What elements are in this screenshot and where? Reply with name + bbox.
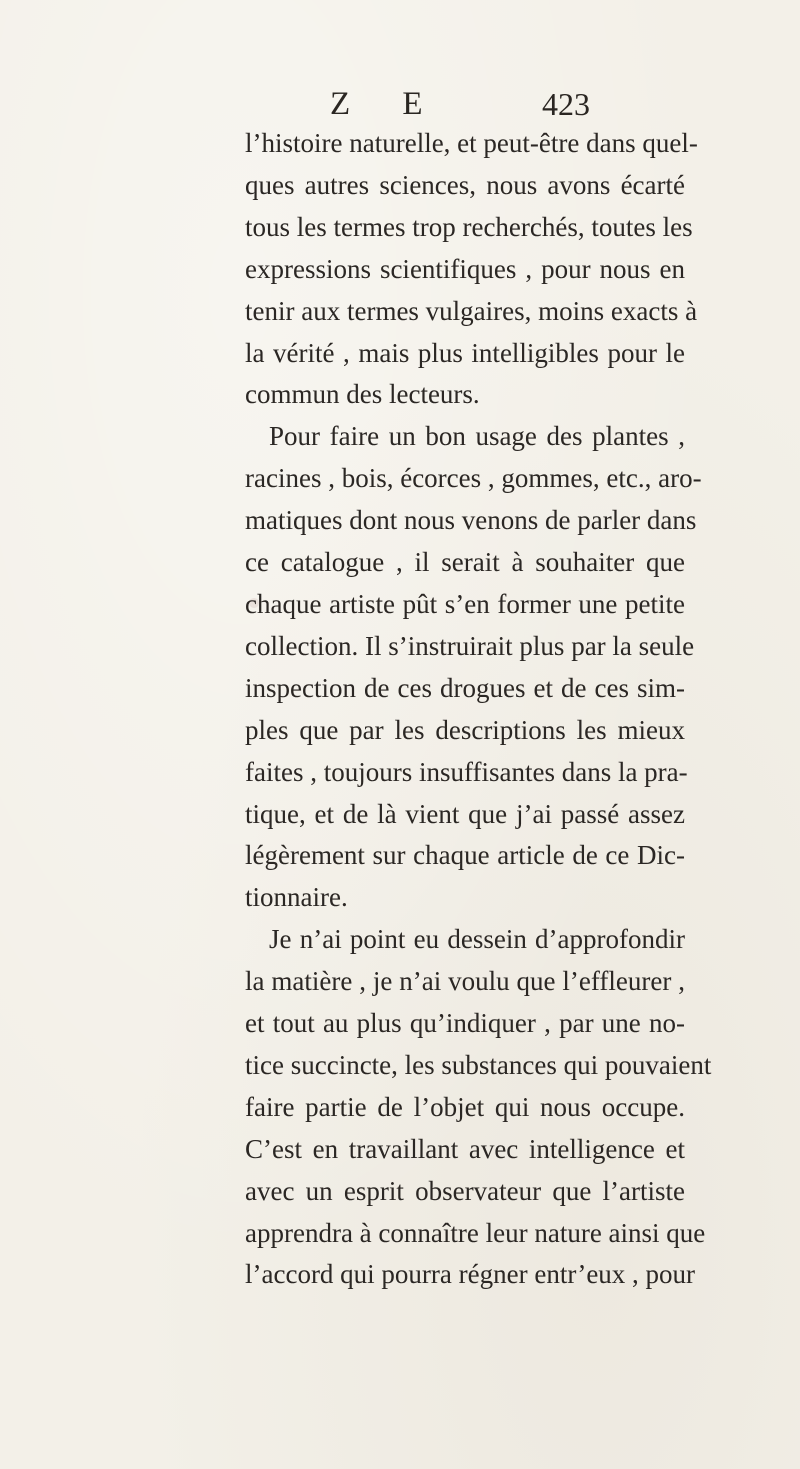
text-line: ques autres sciences, nous avons écarté <box>245 169 685 200</box>
text-line: faites , toujours insuffisantes dans la pra- <box>245 756 688 787</box>
text-line: avec un esprit observateur que l’artiste <box>245 1175 685 1206</box>
text-line: matiques dont nous venons de parler dans <box>245 505 697 536</box>
text-line: C’est en travaillant avec intelligence et <box>245 1133 685 1164</box>
text-line: commun des lecteurs. <box>245 379 480 410</box>
page-number: 423 <box>542 86 590 122</box>
text-line: la vérité , mais plus intelligibles pour le <box>245 337 685 368</box>
text-line: chaque artiste pût s’en former une petite <box>245 588 685 619</box>
running-head-letters: Z E <box>330 86 445 122</box>
text-line: la matière , je n’ai voulu que l’effleurer , <box>245 966 685 997</box>
text-line: faire partie de l’objet qui nous occupe. <box>245 1091 685 1122</box>
text-line: ce catalogue , il serait à souhaiter que <box>245 547 685 578</box>
text-line: l’accord qui pourra régner entr’eux , pour <box>245 1259 696 1290</box>
text-line: apprendra à connaître leur nature ainsi que <box>245 1217 706 1248</box>
text-line: tionnaire. <box>245 882 348 913</box>
text-line: tique, et de là vient que j’ai passé assez <box>245 798 685 829</box>
text-line: racines , bois, écorces , gommes, etc., aro- <box>245 463 702 494</box>
text-line: collection. Il s’instruirait plus par la seule <box>245 630 695 661</box>
running-head <box>0 86 800 126</box>
text-line: Pour faire un bon usage des plantes , <box>269 421 685 452</box>
text-line: Je n’ai point eu dessein d’approfondir <box>269 924 685 955</box>
text-line: l’histoire naturelle, et peut-être dans quel- <box>245 128 698 158</box>
text-line: et tout au plus qu’indiquer , par une no- <box>245 1008 685 1039</box>
text-line: expressions scientifiques , pour nous en <box>245 253 685 284</box>
body-text <box>245 123 712 1296</box>
text-line: tous les termes trop recherchés, toutes les <box>245 211 693 242</box>
text-line: légèrement sur chaque article de ce Dic- <box>245 840 685 871</box>
text-line: ples que par les descriptions les mieux <box>245 714 685 745</box>
text-line: tice succincte, les substances qui pouvaient <box>245 1049 712 1080</box>
text-line: inspection de ces drogues et de ces sim- <box>245 672 685 703</box>
text-line: tenir aux termes vulgaires, moins exacts à <box>245 295 698 326</box>
